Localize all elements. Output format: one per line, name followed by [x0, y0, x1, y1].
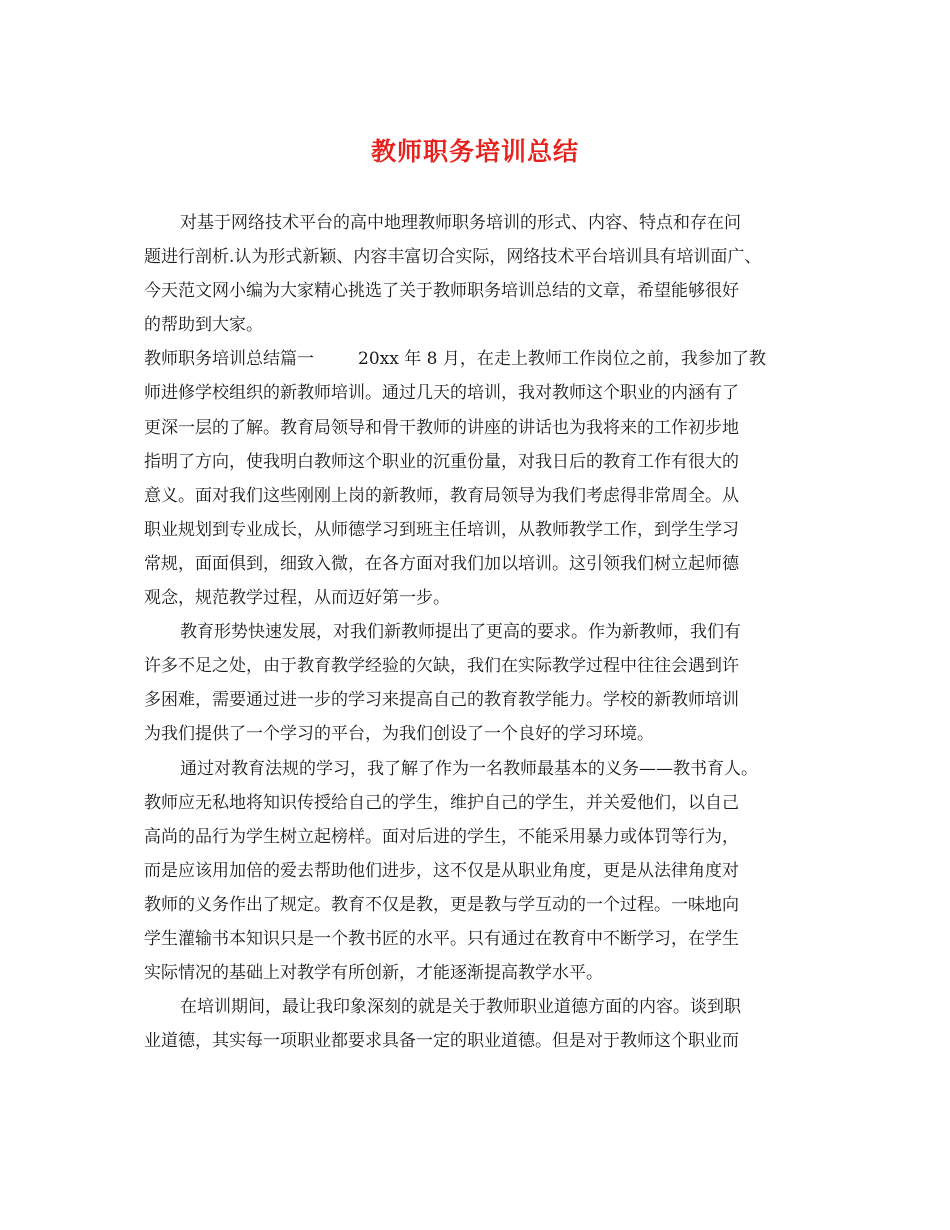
- line-text: 学生灌输书本知识只是一个教书匠的水平。只有通过在教育中不断学习，在学生: [144, 928, 739, 949]
- line-text: 师进修学校组织的新教师培训。通过几天的培训，我对教师这个职业的内涵有了: [144, 383, 739, 404]
- line-text: 为我们提供了一个学习的平台，为我们创设了一个良好的学习环境。: [144, 724, 654, 745]
- line-text: 实际情况的基础上对教学有所创新，才能逐渐提高教学水平。: [144, 963, 603, 984]
- line-text: 教育形势快速发展，对我们新教师提出了更高的要求。作为新教师，我们有: [180, 622, 741, 643]
- text-line: [144, 956, 824, 990]
- line-text: 许多不足之处，由于教育教学经验的欠缺，我们在实际教学过程中往往会遇到许: [144, 656, 739, 677]
- section-heading: 教师职务培训总结篇一: [144, 349, 314, 370]
- text-line: [144, 581, 824, 615]
- line-text: 的帮助到大家。: [144, 315, 263, 336]
- line-text: 20xx 年 8 月，在走上教师工作岗位之前，我参加了教: [358, 349, 766, 370]
- text-line: [144, 888, 824, 922]
- document-title: 教师职务培训总结: [370, 137, 579, 166]
- line-text: 教师应无私地将知识传授给自己的学生，维护自己的学生，并关爱他们，以自己: [144, 792, 739, 813]
- line-text: 教师的义务作出了规定。教育不仅是教，更是教与学互动的一个过程。一味地向: [144, 894, 739, 915]
- text-line: [144, 411, 824, 445]
- line-text: 题进行剖析.认为形式新颖、内容丰富切合实际，网络技术平台培训具有培训面广、: [144, 247, 762, 268]
- line-text: 职业规划到专业成长，从师德学习到班主任培训，从教师教学工作，到学生学习: [144, 519, 739, 540]
- text-line: [144, 1024, 824, 1058]
- text-line: [144, 717, 824, 751]
- line-text: 业道德，其实每一项职业都要求具备一定的职业道德。但是对于教师这个职业而: [144, 1031, 739, 1052]
- text-line: [144, 683, 824, 717]
- line-text: 多困难，需要通过进一步的学习来提高自己的教育教学能力。学校的新教师培训: [144, 690, 739, 711]
- text-line: [144, 274, 824, 308]
- line-text: 指明了方向，使我明白教师这个职业的沉重份量，对我日后的教育工作有很大的: [144, 451, 739, 472]
- line-text: 对基于网络技术平台的高中地理教师职务培训的形式、内容、特点和存在问: [180, 213, 741, 233]
- text-line: [144, 990, 824, 1024]
- text-line: [144, 820, 824, 854]
- line-text: 而是应该用加倍的爱去帮助他们进步，这不仅是从职业角度，更是从法律角度对: [144, 860, 739, 881]
- text-line: [144, 342, 824, 376]
- line-text: 更深一层的了解。教育局领导和骨干教师的讲座的讲话也为我将来的工作初步地: [144, 417, 739, 438]
- text-line: [144, 922, 824, 956]
- text-line: [144, 854, 824, 888]
- text-line: [144, 649, 824, 683]
- text-line: [144, 206, 824, 240]
- line-text: 通过对教育法规的学习，我了解了作为一名教师最基本的义务——教书育人。: [180, 758, 758, 779]
- line-text: 在培训期间，最让我印象深刻的就是关于教师职业道德方面的内容。谈到职: [180, 997, 741, 1018]
- text-line: [144, 308, 824, 342]
- text-line: [144, 615, 824, 649]
- line-text: 高尚的品行为学生树立起榜样。面对后进的学生，不能采用暴力或体罚等行为，: [144, 826, 739, 847]
- text-line: [144, 752, 824, 786]
- text-line: [144, 786, 824, 820]
- text-line: [144, 445, 824, 479]
- text-line: [144, 547, 824, 581]
- text-line: [144, 513, 824, 547]
- line-text: 意义。面对我们这些刚刚上岗的新教师，教育局领导为我们考虑得非常周全。从: [144, 485, 739, 506]
- line-text: 观念，规范教学过程，从而迈好第一步。: [144, 588, 450, 609]
- text-line: [144, 240, 824, 274]
- line-text: 常规，面面俱到，细致入微，在各方面对我们加以培训。这引领我们树立起师德: [144, 553, 739, 574]
- text-line: [144, 376, 824, 410]
- line-text: 今天范文网小编为大家精心挑选了关于教师职务培训总结的文章，希望能够很好: [144, 281, 739, 302]
- text-line: [144, 479, 824, 513]
- document-body: [144, 206, 824, 1058]
